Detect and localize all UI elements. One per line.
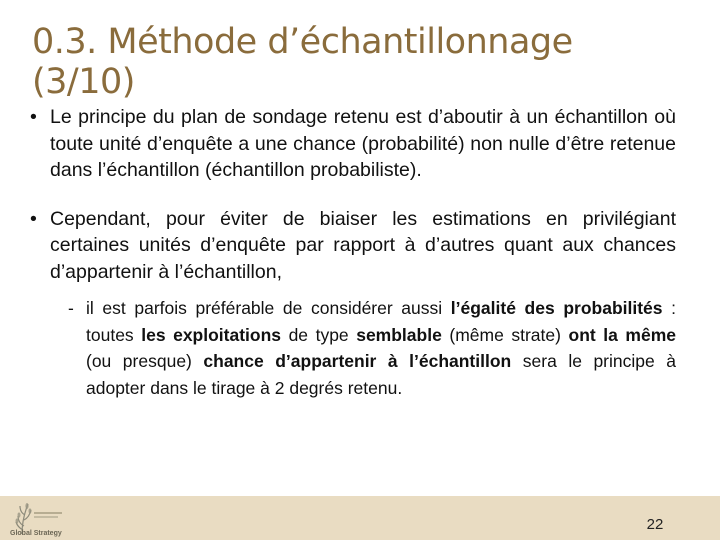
bullet-dot: • xyxy=(30,207,37,230)
sub-text-5: (ou presque) xyxy=(86,351,204,371)
sub-bold-1: l’égalité des probabilités xyxy=(450,298,663,318)
bullet-text-1: Le principe du plan de sondage retenu est d’aboutir à un échantillon où toute unité d’enquête a une chance (probabilité) non nulle d’être retenue dans l’échantillon (échantillon probabiliste). xyxy=(50,106,676,181)
slide-title xyxy=(32,22,692,102)
bullet-item xyxy=(30,104,676,184)
sub-bullet-dash: - xyxy=(68,298,74,318)
footer-bar xyxy=(0,496,720,540)
sub-bullet-item xyxy=(68,295,676,401)
sub-bold-3: semblable xyxy=(356,324,442,345)
logo-caption: Global Strategy xyxy=(10,530,62,537)
bullet-dot: • xyxy=(30,106,37,128)
slide-title-line2: (3/10) xyxy=(32,62,135,102)
sub-text-4: (même strate) xyxy=(441,324,569,345)
bullet-item xyxy=(30,206,676,286)
sub-text-6: sera le principe à adopter dans le tirage à 2 degrés retenu. xyxy=(86,351,676,398)
bullet-text-2: Cependant, pour éviter de biaiser les estimations en privilégiant certaines unités d’enquête par rapport à d’autres quant aux chances d’appartenir à l’échantillon, xyxy=(50,207,676,283)
global-strategy-logo xyxy=(8,500,66,540)
sub-text-1: il est parfois préférable de considérer aussi xyxy=(86,298,451,318)
sub-bold-2: les exploitations xyxy=(141,324,282,345)
sub-bold-5: chance d’appartenir à l’échantillon xyxy=(203,351,512,371)
slide-body xyxy=(30,104,676,401)
slide-title-line1: 0.3. Méthode d’échantillonnage xyxy=(32,22,573,62)
page-number: 22 xyxy=(646,516,664,533)
sub-text-3: de type xyxy=(281,324,357,345)
sub-text-2: : toutes xyxy=(86,298,676,345)
sub-bold-4: ont la même xyxy=(568,324,676,345)
